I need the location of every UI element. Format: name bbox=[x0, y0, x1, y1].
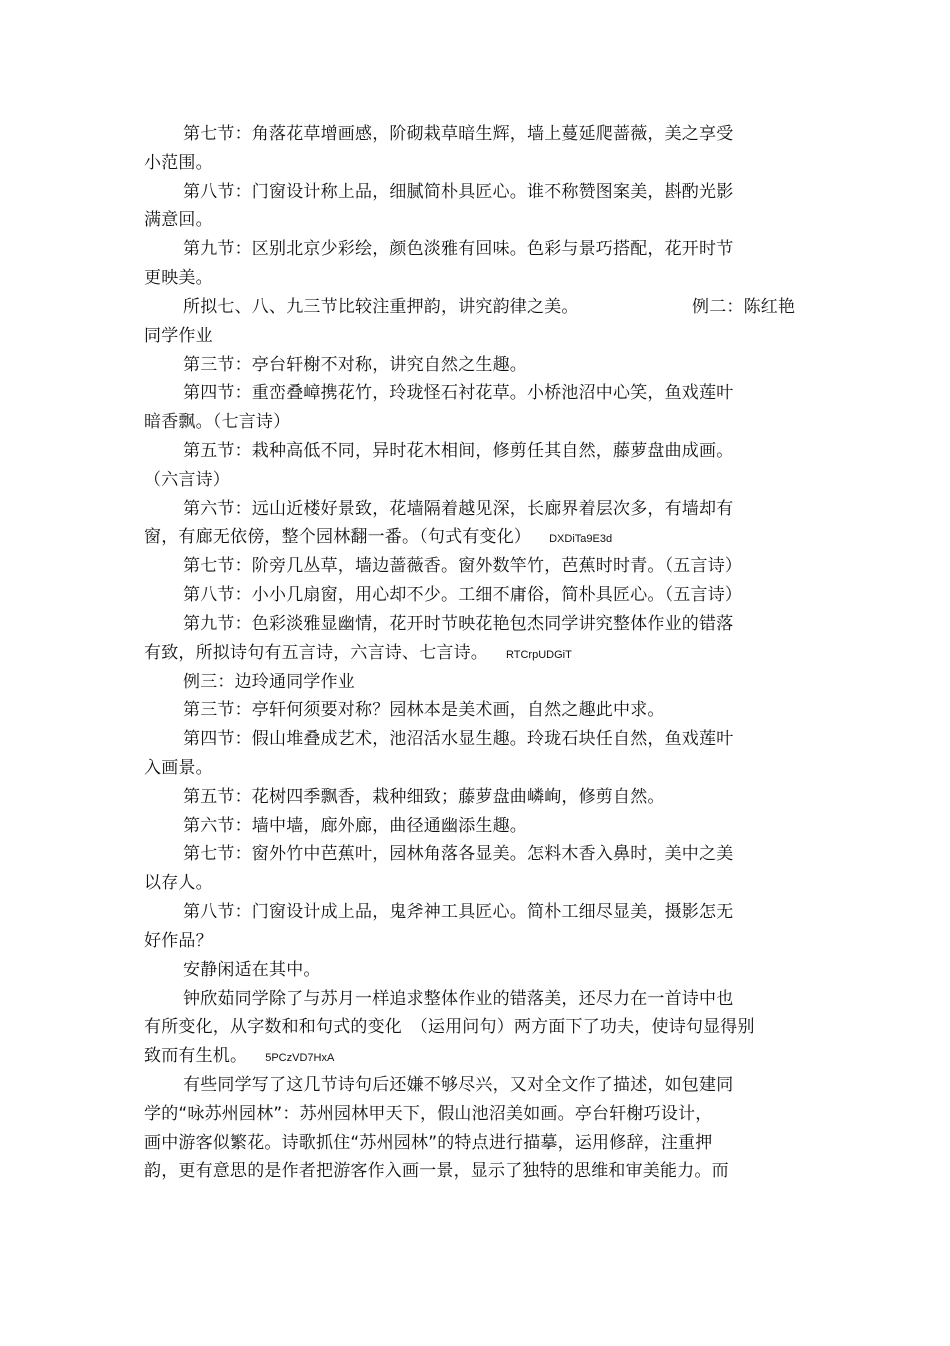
text-line: 安静闲适在其中。 bbox=[183, 960, 321, 980]
text-line: 第三节：亭轩何须要对称？园林本是美术画，自然之趣此中求。 bbox=[183, 700, 665, 720]
text-line: 有些同学写了这几节诗句后还嫌不够尽兴，又对全文作了描述，如包建同 bbox=[183, 1075, 734, 1095]
text-line: 好作品？ bbox=[144, 931, 213, 951]
text-line: 例二：陈红艳 bbox=[692, 297, 796, 317]
text-line: 第七节：窗外竹中芭蕉叶，园林角落各显美。怎料木香入鼻时，美中之美 bbox=[183, 844, 734, 864]
text-line: 第四节：重峦叠嶂携花竹，玲珑怪石衬花草。小桥池沼中心笑，鱼戏莲叶 bbox=[183, 383, 734, 403]
text-line bbox=[144, 527, 612, 549]
text-line: 入画景。 bbox=[144, 758, 213, 778]
text-line: 韵，更有意思的是作者把游客作入画一景，显示了独特的思维和审美能力。而 bbox=[144, 1161, 729, 1181]
text-line-body: 有致，所拟诗句有五言诗，六言诗、七言诗。 bbox=[144, 643, 488, 663]
text-line: 第八节：门窗设计称上品，细腻简朴具匠心。谁不称赞图案美，斟酌光影 bbox=[183, 182, 734, 202]
text-line: 更映美。 bbox=[144, 268, 213, 288]
text-line: 同学作业 bbox=[144, 326, 213, 346]
watermark-code: DXDiTa9E3d bbox=[549, 533, 613, 545]
text-line: 第五节：栽种高低不同，异时花木相间，修剪任其自然，藤萝盘曲成画。 bbox=[183, 441, 734, 461]
text-line: 学的“咏苏州园林”：苏州园林甲天下，假山池沼美如画。亭台轩榭巧设计， bbox=[144, 1104, 713, 1124]
text-line: 有所变化，从字数和和句式的变化 （运用问句）两方面下了功夫，使诗句显得别 bbox=[144, 1017, 755, 1037]
text-line bbox=[144, 1046, 334, 1068]
text-line: （六言诗） bbox=[144, 470, 230, 490]
text-line: 以存人。 bbox=[144, 873, 213, 893]
text-line: 第三节：亭台轩榭不对称，讲究自然之生趣。 bbox=[183, 355, 527, 375]
text-line: 满意回。 bbox=[144, 210, 213, 230]
text-line: 第八节：门窗设计成上品，鬼斧神工具匠心。简朴工细尽显美，摄影怎无 bbox=[183, 902, 734, 922]
text-line: 画中游客似繁花。诗歌抓住“苏州园林”的特点进行描摹，运用修辞，注重押 bbox=[144, 1133, 713, 1153]
text-line: 第八节：小小几扇窗，用心却不少。工细不庸俗，简朴具匠心。（五言诗） bbox=[183, 585, 743, 605]
text-line: 第七节：角落花草增画感，阶砌栽草暗生辉，墙上蔓延爬蔷薇，美之享受 bbox=[183, 124, 734, 144]
text-line: 第七节：阶旁几丛草，墙边蔷薇香。窗外数竿竹，芭蕉时时青。（五言诗） bbox=[183, 556, 743, 576]
text-line: 第五节：花树四季飘香，栽种细致；藤萝盘曲嶙峋，修剪自然。 bbox=[183, 787, 665, 807]
text-line: 暗香飘。（七言诗） bbox=[144, 412, 291, 432]
text-line: 第九节：色彩淡雅显幽情，花开时节映花艳包杰同学讲究整体作业的错落 bbox=[183, 614, 734, 634]
text-line: 例三：边玲通同学作业 bbox=[183, 672, 355, 692]
text-line: 第四节：假山堆叠成艺术，池沼活水显生趣。玲珑石块任自然，鱼戏莲叶 bbox=[183, 729, 734, 749]
text-line: 钟欣茹同学除了与苏月一样追求整体作业的错落美，还尽力在一首诗中也 bbox=[183, 989, 734, 1009]
text-line: 所拟七、八、九三节比较注重押韵，讲究韵律之美。 bbox=[183, 297, 579, 317]
text-line: 小范围。 bbox=[144, 153, 213, 173]
text-line-body: 窗，有廊无依傍，整个园林翻一番。（句式有变化） bbox=[144, 527, 532, 547]
text-line: 第六节：远山近楼好景致，花墙隔着越见深，长廊界着层次多，有墙却有 bbox=[183, 499, 734, 519]
watermark-code: 5PCzVD7HxA bbox=[265, 1052, 335, 1064]
text-line bbox=[144, 643, 572, 665]
text-line-body: 致而有生机。 bbox=[144, 1046, 248, 1066]
text-line: 第九节：区别北京少彩绘，颜色淡雅有回味。色彩与景巧搭配，花开时节 bbox=[183, 239, 734, 259]
text-line: 第六节：墙中墙，廊外廊，曲径通幽添生趣。 bbox=[183, 816, 527, 836]
watermark-code: RTCrpUDGiT bbox=[506, 649, 572, 661]
